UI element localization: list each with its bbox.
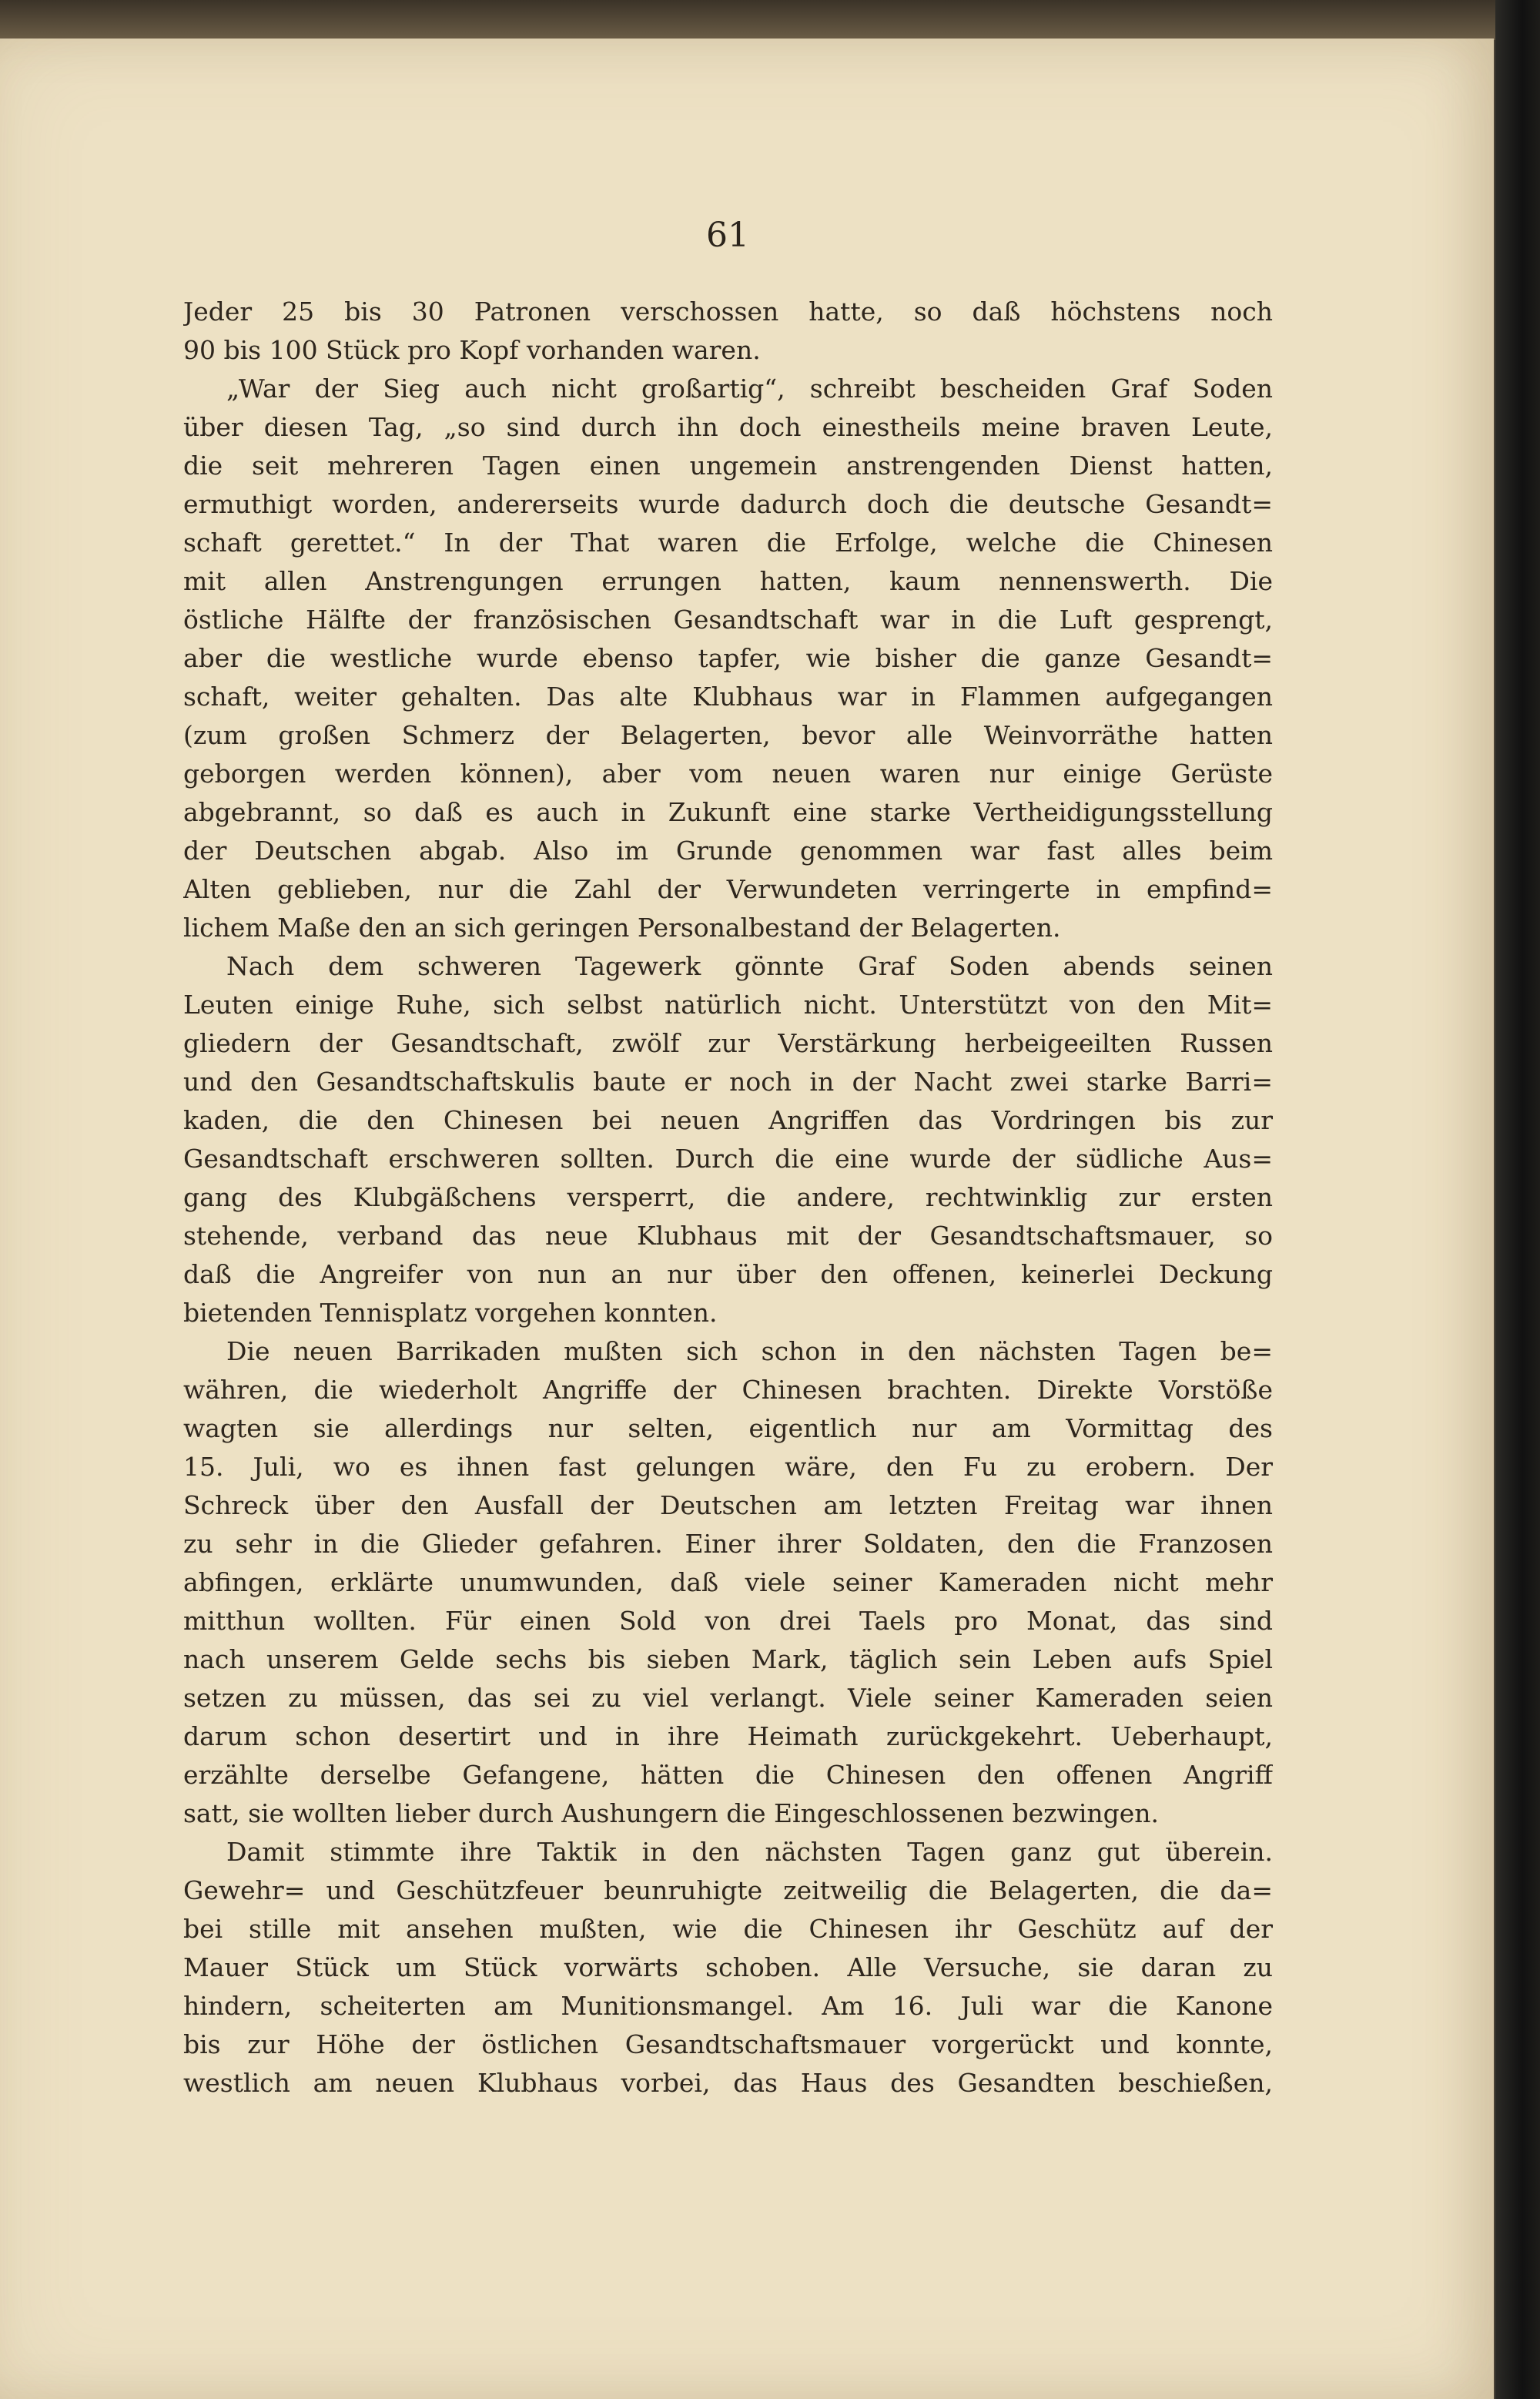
text-line: kaden, die den Chinesen bei neuen Angriffen das Vordringen bis zur (183, 1105, 1273, 1135)
text-line: zu sehr in die Glieder gefahren. Einer ihrer Soldaten, den die Franzosen (183, 1529, 1273, 1559)
text-line: aber die westliche wurde ebenso tapfer, wie bisher die ganze Gesandt= (183, 643, 1273, 673)
text-line: Nach dem schweren Tagewerk gönnte Graf Soden abends seinen (226, 951, 1273, 981)
text-line: nach unserem Gelde sechs bis sieben Mark, täglich sein Leben aufs Spiel (183, 1644, 1273, 1674)
text-line: Damit stimmte ihre Taktik in den nächsten Tagen ganz gut überein. (226, 1837, 1273, 1867)
text-line: mit allen Anstrengungen errungen hatten, kaum nennenswerth. Die (183, 566, 1273, 596)
text-line: Gesandtschaft erschweren sollten. Durch die eine wurde der südliche Aus= (183, 1144, 1273, 1174)
text-line: lichem Maße den an sich geringen Personalbestand der Belagerten. (183, 913, 1061, 943)
text-line: Die neuen Barrikaden mußten sich schon in den nächsten Tagen be= (226, 1336, 1273, 1366)
text-line: bis zur Höhe der östlichen Gesandtschaftsmauer vorgerückt und konnte, (183, 2029, 1273, 2059)
text-line: Schreck über den Ausfall der Deutschen am letzten Freitag war ihnen (183, 1490, 1273, 1520)
text-line: westlich am neuen Klubhaus vorbei, das Haus des Gesandten beschießen, (183, 2068, 1273, 2098)
text-line: Gewehr= und Geschützfeuer beunruhigte zeitweilig die Belagerten, die da= (183, 1875, 1273, 1905)
page-number: 61 (706, 216, 749, 255)
text-line: Leuten einige Ruhe, sich selbst natürlich nicht. Unterstützt von den Mit= (183, 990, 1273, 1020)
text-line: setzen zu müssen, das sei zu viel verlangt. Viele seiner Kameraden seien (183, 1683, 1273, 1713)
text-line: währen, die wiederholt Angriffe der Chinesen brachten. Direkte Vorstöße (183, 1375, 1273, 1405)
text-line: erzählte derselbe Gefangene, hätten die Chinesen den offenen Angriff (183, 1760, 1273, 1790)
text-line: mitthun wollten. Für einen Sold von drei Taels pro Monat, das sind (183, 1606, 1273, 1636)
text-line: 90 bis 100 Stück pro Kopf vorhanden waren. (183, 335, 761, 365)
text-line: bietenden Tennisplatz vorgehen konnten. (183, 1298, 718, 1328)
book-binding-edge (1495, 0, 1540, 2399)
text-line: und den Gesandtschaftskulis baute er noch in der Nacht zwei starke Barri= (183, 1067, 1273, 1097)
text-line: gang des Klubgäßchens versperrt, die andere, rechtwinklig zur ersten (183, 1182, 1273, 1212)
text-line: schaft gerettet.“ In der That waren die Erfolge, welche die Chinesen (183, 528, 1273, 558)
body-text (183, 293, 1273, 2102)
text-line: Jeder 25 bis 30 Patronen verschossen hatte, so daß höchstens noch (183, 297, 1273, 327)
text-line: daß die Angreifer von nun an nur über den offenen, keinerlei Deckung (183, 1259, 1273, 1289)
text-line: abgebrannt, so daß es auch in Zukunft eine starke Vertheidigungsstellung (183, 797, 1273, 827)
text-line: ermuthigt worden, andererseits wurde dadurch doch die deutsche Gesandt= (183, 489, 1273, 519)
text-line: abfingen, erklärte unumwunden, daß viele seiner Kameraden nicht mehr (183, 1567, 1273, 1597)
page-top-edge (0, 0, 1540, 40)
text-line: Mauer Stück um Stück vorwärts schoben. Alle Versuche, sie daran zu (183, 1952, 1273, 1982)
text-line: schaft, weiter gehalten. Das alte Klubhaus war in Flammen aufgegangen (183, 682, 1273, 712)
text-line: satt, sie wollten lieber durch Aushungern die Eingeschlossenen bezwingen. (183, 1798, 1160, 1828)
text-line: über diesen Tag, „so sind durch ihn doch einestheils meine braven Leute, (183, 412, 1273, 442)
text-line: wagten sie allerdings nur selten, eigentlich nur am Vormittag des (183, 1413, 1273, 1443)
text-line: bei stille mit ansehen mußten, wie die Chinesen ihr Geschütz auf der (183, 1914, 1273, 1944)
text-line: gliedern der Gesandtschaft, zwölf zur Verstärkung herbeigeeilten Russen (183, 1028, 1273, 1058)
text-line: 15. Juli, wo es ihnen fast gelungen wäre, den Fu zu erobern. Der (183, 1452, 1273, 1482)
text-line: geborgen werden können), aber vom neuen waren nur einige Gerüste (183, 759, 1273, 789)
text-line: hindern, scheiterten am Munitionsmangel. Am 16. Juli war die Kanone (183, 1991, 1273, 2021)
text-line: Alten geblieben, nur die Zahl der Verwundeten verringerte in empfind= (183, 874, 1273, 904)
text-line: stehende, verband das neue Klubhaus mit der Gesandtschaftsmauer, so (183, 1221, 1273, 1251)
text-line: die seit mehreren Tagen einen ungemein anstrengenden Dienst hatten, (183, 451, 1273, 481)
text-line: darum schon desertirt und in ihre Heimath zurückgekehrt. Ueberhaupt, (183, 1721, 1273, 1751)
text-line: (zum großen Schmerz der Belagerten, bevor alle Weinvorräthe hatten (183, 720, 1273, 750)
text-line: östliche Hälfte der französischen Gesandtschaft war in die Luft gesprengt, (183, 605, 1273, 635)
text-line: der Deutschen abgab. Also im Grunde genommen war fast alles beim (183, 836, 1273, 866)
text-line: „War der Sieg auch nicht großartig“, schreibt bescheiden Graf Soden (226, 374, 1273, 404)
